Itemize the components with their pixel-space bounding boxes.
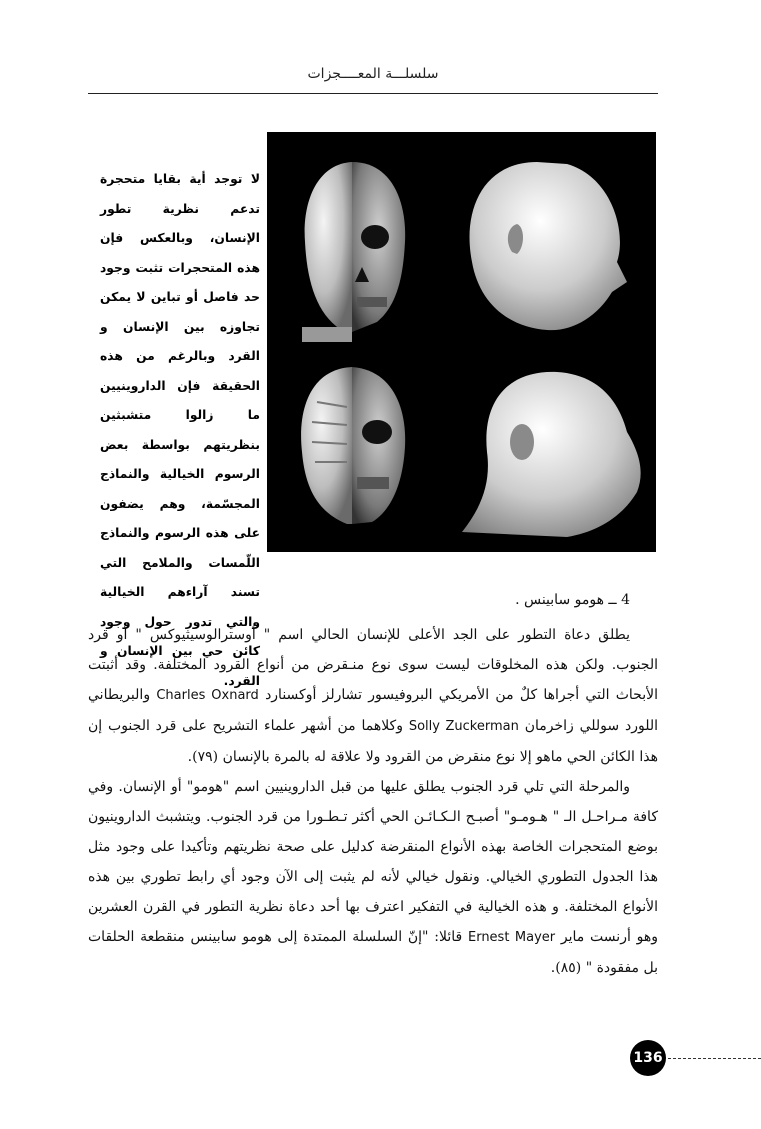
sculpture-figure xyxy=(267,132,656,552)
page-footer xyxy=(630,1040,761,1080)
top-right-modern-head xyxy=(470,162,627,330)
running-header xyxy=(88,62,658,96)
header-rule xyxy=(88,93,658,94)
series-title: سلسلـــة المعــــجزات xyxy=(307,66,439,82)
figure-caption: لا توجد أية بقايا متحجرة تدعم نظرية تطور الإنسان، وبالعكس فإن هذه المتحجرات تثبت وجود حد فاصل أو تباين لا يمكن تجاوزه بين الإنسان و القرد وبالرغم من هذه الحقيقة فإن الداروينيين ما زالوا متشبثين بنظريتهم بواسطة بعض الرسوم الخيالية والنماذج المجسّمة، وهم يضفون على هذه الرسوم والنماذج اللّمسات والملامح التي تسند آراءهم الخيالية والتي تدور حول وجود كائن حي بين الإنسان و القرد. xyxy=(100,172,260,688)
bottom-left-half-ape-half-skull xyxy=(301,367,405,524)
section-item-homo-sapiens: 4 ــ هومو سابينس . xyxy=(515,592,630,608)
reference-85: (٨٥). xyxy=(550,960,582,976)
paragraph-2: والمرحلة التي تلي قرد الجنوب يطلق عليها من قبل الداروينيين اسم "هومو" أو الإنسان. وفي كافة مـراحـل الـ " هـومـو" أصبـح الـكـائـن الحي أكثر تـطـورا من قرد الجنوب. ويتشبث الداروينيون بوضع المتحجرات الخاصة بهذه الأنواع المنقرضة كدليل على صحة نظريتهم وتأكيدا على وجود مثل هذا الجدول التطوري الخيالي. ونقول خيالي لأنه لم يثبت إلى الآن وجود أي رابط تطوري بين هذه الأنواع المختلفة. و هذه الخيالية في التفكير اعترف بها أحد دعاة نظرية التطور في القرن العشرين وهو أرنست ماير Ernest Mayer قائلا: "إنّ السلسلة الممتدة إلى هومو سابينس منقطعة الحلقات بل مفقودة " (٨٥). xyxy=(88,779,658,976)
paragraph-1: يطلق دعاة التطور على الجد الأعلى للإنسان الحالي اسم " أوسترالوسيثيوكس " أو قرد الجنوب. ولكن هذه المخلوقات ليست سوى نوع منـقرض من أنواع القرود المختلفة. وقد أثبتت الأبحاث التي أجراها كلٌ من الأمريكي البروفيسور تشارلز أوكسنارد Charles Oxnard والبريطاني اللورد سوللي زاخرمان Solly Zuckerman وكلاهما من أشهر علماء التشريح على قرد الجنوب إن هذا الكائن الحي ماهو إلا نوع منقرض من القرود ولا علاقة له بالمرة بالإنسان (٧٩). xyxy=(88,627,658,765)
latin-name-solly-zuckerman: Solly Zuckerman xyxy=(408,719,519,734)
body-text xyxy=(88,620,658,983)
skull-face-sculpture-images xyxy=(267,132,656,552)
bottom-right-ape-head xyxy=(462,372,641,537)
footer-dashed-line xyxy=(668,1058,761,1059)
top-left-half-face-half-skull xyxy=(302,162,405,342)
page-number: 136 xyxy=(630,1040,666,1076)
latin-name-charles-oxnard: Charles Oxnard xyxy=(156,688,259,703)
reference-79: (٧٩). xyxy=(187,749,219,765)
latin-name-ernest-mayer: Ernest Mayer xyxy=(467,930,556,945)
